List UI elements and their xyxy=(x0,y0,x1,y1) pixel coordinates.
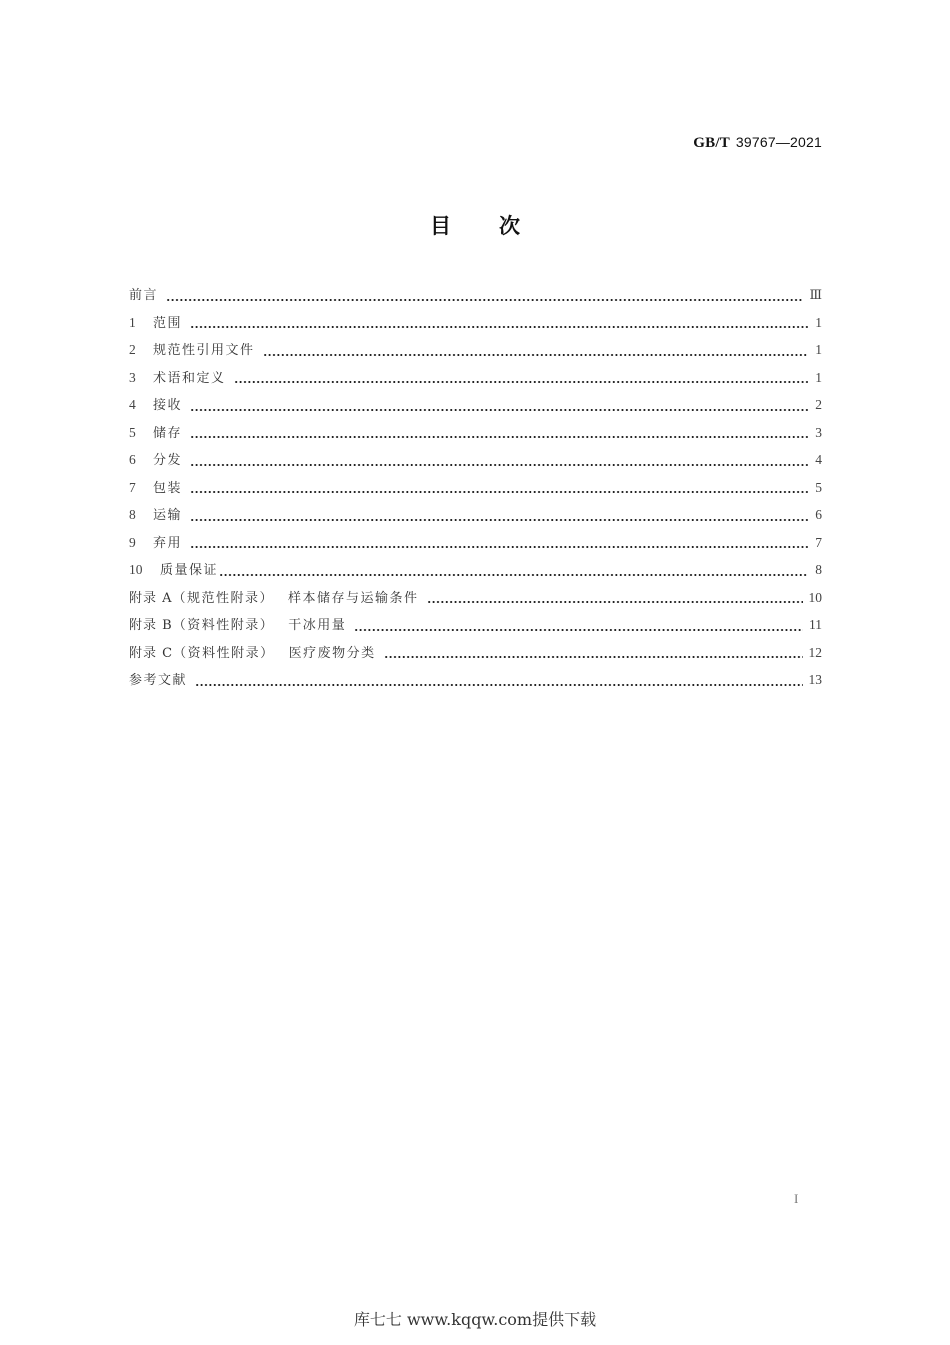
dot-leader xyxy=(263,350,808,360)
toc-entry-number: 4 xyxy=(129,397,136,412)
toc-page-number: 1 xyxy=(815,369,822,385)
toc-entry-appendix-b[interactable] xyxy=(129,614,822,642)
toc-entry-number: 9 xyxy=(129,534,136,550)
toc-entry-title: 规范性引用文件 xyxy=(153,343,255,358)
toc-entry-10[interactable] xyxy=(129,559,822,587)
appendix-type: （资料性附录） xyxy=(173,645,275,661)
toc-page-number: 12 xyxy=(808,644,822,660)
dot-leader xyxy=(190,542,808,552)
toc-entry-title: 储存 xyxy=(153,425,183,441)
toc-entry-number: 6 xyxy=(129,452,136,467)
toc-page-number: 7 xyxy=(815,534,822,550)
appendix-label: 附录 B xyxy=(129,618,173,633)
toc-entry-5[interactable] xyxy=(129,422,822,450)
toc-page-number: 5 xyxy=(815,479,822,495)
toc-entry-number: 8 xyxy=(129,507,136,522)
toc-entry-3[interactable] xyxy=(129,367,822,395)
toc-entry-title: 运输 xyxy=(153,508,183,523)
toc-entry-2[interactable] xyxy=(129,339,822,367)
toc-entry-number: 10 xyxy=(129,562,143,577)
dot-leader xyxy=(195,680,802,690)
toc-page-number: 1 xyxy=(815,314,822,330)
toc-entry-1[interactable] xyxy=(129,312,822,340)
dot-leader xyxy=(427,597,803,607)
toc-page-number: 13 xyxy=(808,672,822,687)
toc-page-number: 10 xyxy=(808,589,822,605)
standard-number xyxy=(693,134,822,152)
dot-leader xyxy=(190,405,808,415)
toc-page-number: Ⅲ xyxy=(809,288,822,303)
toc-page-number: 6 xyxy=(815,507,822,522)
toc-entry-title: 样本储存与运输条件 xyxy=(288,590,419,606)
toc-entry-title: 包装 xyxy=(153,480,183,496)
toc-page-number: 3 xyxy=(815,424,822,440)
dot-leader xyxy=(219,570,808,580)
toc-entry-6[interactable] xyxy=(129,449,822,477)
toc-entry-title: 弃用 xyxy=(153,535,183,551)
toc-page-number: 11 xyxy=(809,617,822,632)
toc-entry-number: 7 xyxy=(129,479,136,495)
toc-entry-9[interactable] xyxy=(129,532,822,560)
dot-leader xyxy=(166,295,803,305)
toc-page-number: 1 xyxy=(815,342,822,357)
dot-leader xyxy=(354,625,803,635)
dot-leader xyxy=(190,322,808,332)
toc-page-number: 8 xyxy=(815,562,822,577)
toc-entry-title: 接收 xyxy=(153,398,183,413)
table-of-contents xyxy=(129,284,822,697)
toc-page-number: 4 xyxy=(815,452,822,467)
toc-entry-number: 2 xyxy=(129,342,136,357)
toc-entry-foreword[interactable] xyxy=(129,284,822,312)
page-title xyxy=(0,210,950,240)
toc-entry-title: 范围 xyxy=(153,315,183,331)
toc-entry-title: 质量保证 xyxy=(160,563,219,578)
dot-leader xyxy=(190,515,808,525)
toc-entry-number: 1 xyxy=(129,314,136,330)
toc-entry-8[interactable] xyxy=(129,504,822,532)
toc-entry-appendix-c[interactable] xyxy=(129,642,822,670)
toc-entry-appendix-a[interactable] xyxy=(129,587,822,615)
toc-entry-number: 3 xyxy=(129,369,136,385)
toc-entry-bibliography[interactable] xyxy=(129,669,822,697)
toc-entry-title: 分发 xyxy=(153,453,183,468)
dot-leader xyxy=(190,487,808,497)
dot-leader xyxy=(190,432,808,442)
dot-leader xyxy=(234,377,808,387)
toc-entry-title: 术语和定义 xyxy=(153,370,226,386)
toc-page-number: 2 xyxy=(815,397,822,412)
toc-entry-7[interactable] xyxy=(129,477,822,505)
appendix-label: 附录 C xyxy=(129,645,174,661)
appendix-type: （规范性附录） xyxy=(172,590,275,606)
toc-entry-4[interactable] xyxy=(129,394,822,422)
page-number: I xyxy=(794,1191,799,1206)
appendix-label: 附录 A xyxy=(129,590,173,606)
appendix-type: （资料性附录） xyxy=(172,618,275,633)
title-char-2: 次 xyxy=(499,214,520,238)
standard-code: 39767—2021 xyxy=(735,134,822,150)
download-watermark: 库七七 www.kqqw.com提供下载 xyxy=(353,1310,597,1329)
toc-entry-number: 5 xyxy=(129,424,136,440)
toc-entry-title: 医疗废物分类 xyxy=(288,645,376,661)
toc-entry-title: 参考文献 xyxy=(129,673,188,688)
dot-leader xyxy=(384,652,803,662)
toc-entry-title: 前言 xyxy=(129,288,159,303)
toc-entry-title: 干冰用量 xyxy=(288,618,347,633)
standard-prefix: GB/T xyxy=(693,135,730,151)
dot-leader xyxy=(190,460,808,470)
title-char-1: 目 xyxy=(430,214,451,238)
